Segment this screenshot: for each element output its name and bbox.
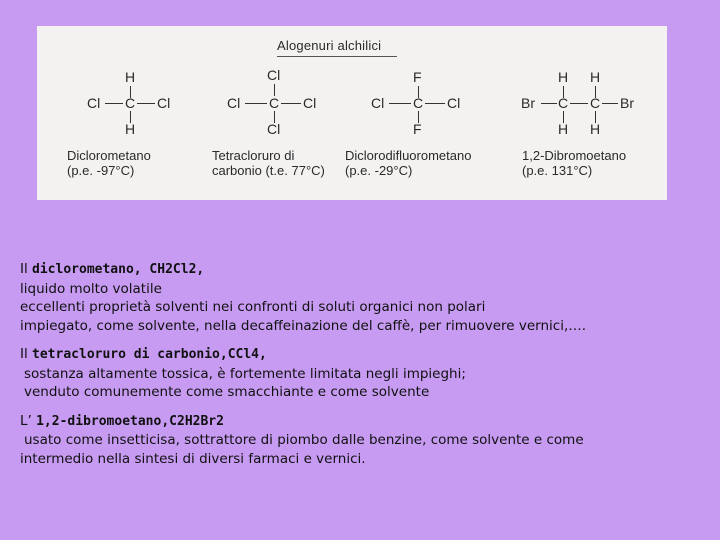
compound-detail: (p.e. -97°C) <box>67 163 135 178</box>
text-line: usato come insetticisa, sottrattore di piombo dalle benzine, come solvente e come <box>24 432 584 448</box>
bond <box>570 103 588 104</box>
paragraph-dichloromethane <box>20 260 710 335</box>
bond <box>602 103 618 104</box>
atom-h1: H <box>558 69 569 85</box>
compound-name: Tetracloruro di <box>212 148 295 163</box>
compound-label <box>345 148 471 178</box>
atom-c1: C <box>558 95 569 111</box>
atom-center: C <box>125 95 136 111</box>
bond <box>425 103 445 104</box>
text-line: impiegato, come solvente, nella decaffeinazione del caffè, per rimuovere vernici,…. <box>20 317 587 334</box>
compound-name-line2: (p.e. -29°C) <box>345 163 413 178</box>
compound-detail: (p.e. 131°C) <box>522 163 593 178</box>
bond <box>245 103 267 104</box>
atom-br1: Br <box>521 95 535 111</box>
heading-prefix: L’ <box>20 412 37 429</box>
atom-top: F <box>413 69 422 85</box>
atom-c2: C <box>590 95 601 111</box>
bond <box>105 103 123 104</box>
atom-h4: H <box>590 121 601 137</box>
atom-right: Cl <box>303 95 317 111</box>
heading-keyword: 1,2-dibromoetano,C2H2Br2 <box>36 413 224 429</box>
compound-label <box>522 148 626 178</box>
atom-right: Cl <box>447 95 461 111</box>
compound-label <box>212 148 325 178</box>
atom-center: C <box>269 95 280 111</box>
atom-left: Cl <box>87 95 101 111</box>
atom-bottom: Cl <box>267 121 281 137</box>
paragraph-dibromoethane <box>20 412 710 469</box>
bond <box>137 103 155 104</box>
structures-figure <box>37 26 667 200</box>
compound-name: 1,2-Dibromoetano <box>522 148 627 163</box>
atom-bottom: F <box>413 121 422 137</box>
paragraph-heading <box>20 260 710 280</box>
atom-bottom: H <box>125 121 136 137</box>
title-underline <box>277 56 397 57</box>
compound-name-line2: carbonio (t.e. 77°C) <box>212 163 325 178</box>
heading-prefix: Il <box>20 346 33 362</box>
bond <box>389 103 411 104</box>
text-line: sostanza altamente tossica, è fortemente limitata negli impieghi; <box>24 365 466 382</box>
atom-center: C <box>413 95 424 111</box>
paragraph-heading <box>20 345 710 365</box>
text-line: venduto comunemente come smacchiante e come solvente <box>24 384 430 400</box>
atom-br2: Br <box>620 95 634 111</box>
bond <box>541 103 557 104</box>
atom-right: Cl <box>157 95 171 111</box>
bond <box>281 103 301 104</box>
text-line: intermedio nella sintesi di diversi farmaci e vernici. <box>20 450 366 467</box>
atom-left: Cl <box>371 95 385 111</box>
atom-left: Cl <box>227 95 241 111</box>
figure-title: Alogenuri alchilici <box>277 38 382 53</box>
text-line: eccellenti proprietà solventi nei confronti di soluti organici non polari <box>20 299 486 315</box>
compound-label <box>67 148 151 178</box>
compound-name: Diclorodifluorometano <box>345 148 472 163</box>
atom-h3: H <box>558 121 569 137</box>
description-text <box>20 260 710 478</box>
atom-top: H <box>125 69 136 85</box>
heading-keyword: tetracloruro di carbonio,CCl4, <box>32 347 267 362</box>
heading-keyword: diclorometano, CH2Cl2, <box>32 262 205 277</box>
paragraph-carbon-tetrachloride <box>20 345 710 402</box>
compound-name: Diclorometano <box>67 148 151 163</box>
heading-prefix: Il <box>20 261 33 277</box>
text-line: liquido molto volatile <box>20 280 162 297</box>
paragraph-heading <box>20 412 710 432</box>
atom-h2: H <box>590 69 601 85</box>
atom-top: Cl <box>267 67 281 83</box>
